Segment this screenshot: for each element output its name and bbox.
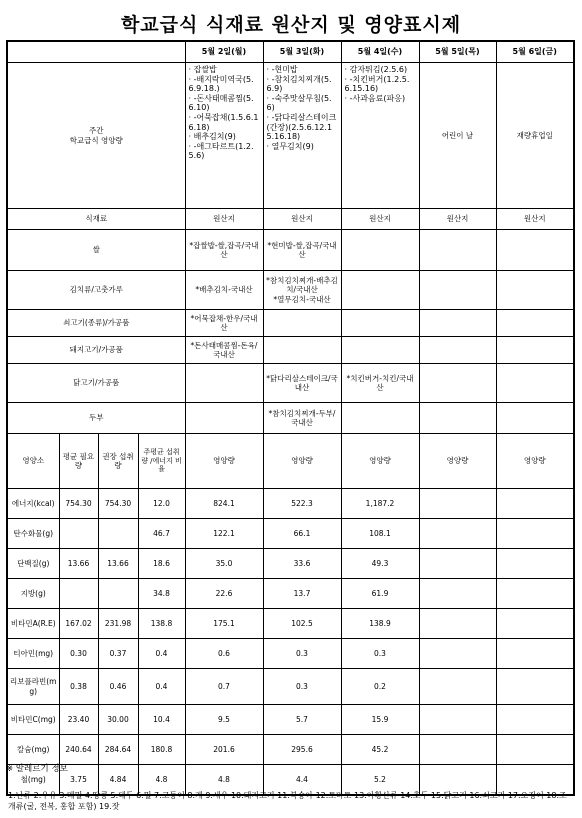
day-date: 5월 5일(목) [419,41,496,63]
weekly-average-header: 주평균 섭취량 /에너지 비율 [138,434,185,489]
ingredient-name: 쇠고기(종류)/가공품 [7,310,185,337]
nutrition-value: 0.6 [185,639,263,669]
origin-column-header: 원산지 [185,209,263,230]
average-requirement [59,579,98,609]
nutrition-value: 15.9 [341,705,419,735]
menu-item: · 열무김치(9) [266,141,314,151]
date-header-row [7,41,574,63]
nutrition-value: 0.3 [263,669,341,705]
average-requirement-header: 평균 필요량 [59,434,98,489]
menu-item: 어린이 날 [441,130,474,140]
origin-value [496,364,574,403]
nutrition-value [419,639,496,669]
origin-value [341,403,419,434]
origin-value: *치킨버거-치킨/국내산 [341,364,419,403]
nutrition-row [7,579,574,609]
nutrient-name: 칼슘(mg) [7,735,59,765]
nutrition-value: 45.2 [341,735,419,765]
ingredient-name: 두부 [7,403,185,434]
nutrition-value: 102.5 [263,609,341,639]
origin-value [496,337,574,364]
nutrition-row [7,735,574,765]
average-requirement [59,519,98,549]
origin-value [419,364,496,403]
allergy-title: ※ 알레르기 정보 [6,764,68,774]
origin-row [7,337,574,364]
nutrition-column-header: 영양량 [263,434,341,489]
nutrition-value: 5.2 [341,765,419,796]
recommended-intake [98,519,138,549]
nutrition-value: 1,187.2 [341,489,419,519]
average-requirement: 3.75 [59,765,98,796]
nutrition-row [7,549,574,579]
average-requirement: 13.66 [59,549,98,579]
nutrition-value [419,735,496,765]
weekly-average: 0.4 [138,639,185,669]
nutrient-name: 비타민C(mg) [7,705,59,735]
day-menu [341,63,419,209]
nutrition-value [496,579,574,609]
nutrition-value: 5.7 [263,705,341,735]
menu-item: · -숙주맛살무침(5.6) [266,93,332,113]
nutrition-value: 0.7 [185,669,263,705]
menu-item: · -참치김치찌개(5.6.9) [266,74,332,94]
nutrition-row [7,669,574,705]
nutrient-name: 탄수화물(g) [7,519,59,549]
nutrition-value: 22.6 [185,579,263,609]
origin-column-header: 원산지 [419,209,496,230]
recommended-intake: 284.64 [98,735,138,765]
recommended-intake-header: 권장 섭취량 [98,434,138,489]
weekly-average: 10.4 [138,705,185,735]
nutrition-column-header: 영양량 [419,434,496,489]
average-requirement: 0.38 [59,669,98,705]
nutrition-value: 824.1 [185,489,263,519]
nutrient-name: 비타민A(R.E) [7,609,59,639]
recommended-intake: 0.46 [98,669,138,705]
nutrition-value: 175.1 [185,609,263,639]
weekly-average: 4.8 [138,765,185,796]
nutrient-name: 지방(g) [7,579,59,609]
origin-row [7,310,574,337]
nutrition-value [419,609,496,639]
nutrition-value: 49.3 [341,549,419,579]
nutrition-value [496,705,574,735]
recommended-intake: 4.84 [98,765,138,796]
weekly-nutrition-label: 주간 학교급식 영양량 [7,63,185,209]
nutrition-value [496,489,574,519]
origin-value [419,403,496,434]
menu-item: · -배지락미역국(5.6.9.18.) [188,74,254,94]
menu-item: · -사과음료(파응) [344,93,406,103]
menu-item: 재량휴업일 [516,130,553,140]
origin-value: *돈사태매콤찜-돈육/국내산 [185,337,263,364]
meal-table [6,40,575,796]
nutrition-row [7,519,574,549]
nutrition-row [7,705,574,735]
nutrition-value [496,669,574,705]
origin-row [7,364,574,403]
nutrition-value [496,519,574,549]
day-date: 5월 6일(금) [496,41,574,63]
nutrition-value [419,519,496,549]
nutrition-value: 13.7 [263,579,341,609]
menu-item: · 감자튀김(2.5.6) [344,65,408,74]
nutrition-value: 4.8 [185,765,263,796]
day-date: 5월 4일(수) [341,41,419,63]
day-date: 5월 2일(월) [185,41,263,63]
origin-value [496,310,574,337]
menu-row [7,63,574,209]
weekly-average: 34.8 [138,579,185,609]
nutrient-name: 단백질(g) [7,549,59,579]
day-date: 5월 3일(화) [263,41,341,63]
origin-value [341,310,419,337]
ingredient-name: 김치류/고춧가루 [7,271,185,310]
nutrition-value: 33.6 [263,549,341,579]
recommended-intake: 0.37 [98,639,138,669]
origin-value [263,337,341,364]
origin-value: *배추김치-국내산 [185,271,263,310]
average-requirement: 754.30 [59,489,98,519]
weekly-average: 12.0 [138,489,185,519]
origin-value: *잡쌀밥-쌀,잡곡/국내산 [185,230,263,271]
nutrition-value: 61.9 [341,579,419,609]
nutrient-name: 에너지(kcal) [7,489,59,519]
menu-item: · -애그타르트(1.2.5.6) [188,141,254,161]
menu-item: · 잡쌀밥 [188,65,217,74]
origin-value [496,230,574,271]
weekly-average: 180.8 [138,735,185,765]
recommended-intake: 754.30 [98,489,138,519]
ingredient-header: 식재료 [7,209,185,230]
day-menu [496,63,574,209]
weekly-average: 0.4 [138,669,185,705]
day-menu [419,63,496,209]
nutrition-value: 295.6 [263,735,341,765]
nutrient-name: 철(mg) [7,765,59,796]
nutrition-header-row [7,434,574,489]
recommended-intake: 231.98 [98,609,138,639]
origin-value [341,230,419,271]
origin-row [7,271,574,310]
nutrition-value: 138.9 [341,609,419,639]
origin-column-header: 원산지 [263,209,341,230]
nutrition-value [496,735,574,765]
nutrition-value: 0.3 [263,639,341,669]
origin-value: *현미밥-쌀,잡곡/국내산 [263,230,341,271]
origin-value: *참치김치찌개-배추김치/국내산 *열무김치-국내산 [263,271,341,310]
origin-header-row [7,209,574,230]
menu-item: · -현미밥 [266,65,298,74]
nutrition-value [496,639,574,669]
origin-value [496,403,574,434]
origin-row [7,403,574,434]
nutrition-value [419,489,496,519]
nutrition-column-header: 영양량 [185,434,263,489]
origin-value [419,337,496,364]
nutrition-value [419,579,496,609]
origin-value: *참치김치찌개-두부/국내산 [263,403,341,434]
recommended-intake: 30.00 [98,705,138,735]
average-requirement: 23.40 [59,705,98,735]
allergy-list: 1.난류 2.우유 3.메밀 4.땅콩 5.대두 6.밀 7.고등어 8.게 9.새우 10.돼지고기 11.복숭아 12.토마토 13.아황산류 14.호두 15.닭고기 16.쇠고기 17.오징어 18.조개류(굴, 전복, 홍합 포함) 19.잣 [8,791,567,811]
menu-item: · -어묵잡채(1.5.6.16.18) [188,112,259,132]
origin-column-header: 원산지 [341,209,419,230]
origin-value [419,230,496,271]
origin-value [185,364,263,403]
nutrient-header: 영양소 [7,434,59,489]
day-menu [263,63,341,209]
origin-value [263,310,341,337]
weekly-average: 138.8 [138,609,185,639]
recommended-intake: 13.66 [98,549,138,579]
origin-value [341,271,419,310]
origin-value [341,337,419,364]
origin-value [185,403,263,434]
nutrition-value: 201.6 [185,735,263,765]
nutrition-value: 0.2 [341,669,419,705]
nutrition-value [419,669,496,705]
nutrition-value: 122.1 [185,519,263,549]
ingredient-name: 쌀 [7,230,185,271]
nutrition-row [7,489,574,519]
nutrition-value [496,609,574,639]
nutrition-value [419,549,496,579]
nutrition-row [7,609,574,639]
nutrition-column-header: 영양량 [341,434,419,489]
origin-row [7,230,574,271]
nutrient-name: 리보플라빈(mg) [7,669,59,705]
corner-cell [7,41,185,63]
recommended-intake [98,579,138,609]
nutrient-name: 티아민(mg) [7,639,59,669]
nutrition-value [419,705,496,735]
weekly-average: 18.6 [138,549,185,579]
nutrition-value: 522.3 [263,489,341,519]
menu-item: · -돈사태매콤찜(5.6.10) [188,93,254,113]
nutrition-row [7,639,574,669]
menu-item: · -닭다리살스테이크(간장)(2.5.6.12.15.16.18) [266,112,337,142]
nutrition-value: 9.5 [185,705,263,735]
menu-item: · 배추김치(9) [188,132,236,142]
origin-value: *어묵잡채-한우/국내산 [185,310,263,337]
nutrition-value: 4.4 [263,765,341,796]
nutrition-column-header: 영양량 [496,434,574,489]
ingredient-name: 닭고기/가공품 [7,364,185,403]
weekly-average: 46.7 [138,519,185,549]
origin-value [419,310,496,337]
average-requirement: 240.64 [59,735,98,765]
origin-value: *닭다리살스테이크/국내산 [263,364,341,403]
menu-item: · -치킨버거(1.2.5.6.15.16) [344,74,410,94]
average-requirement: 0.30 [59,639,98,669]
origin-value [496,271,574,310]
page-title: 학교급식 식재료 원산지 및 영양표시제 [120,14,462,36]
origin-column-header: 원산지 [496,209,574,230]
origin-value [419,271,496,310]
nutrition-value [496,549,574,579]
nutrition-value: 35.0 [185,549,263,579]
ingredient-name: 돼지고기/가공품 [7,337,185,364]
nutrition-value: 0.3 [341,639,419,669]
nutrition-value: 66.1 [263,519,341,549]
average-requirement: 167.02 [59,609,98,639]
day-menu [185,63,263,209]
nutrition-value: 108.1 [341,519,419,549]
